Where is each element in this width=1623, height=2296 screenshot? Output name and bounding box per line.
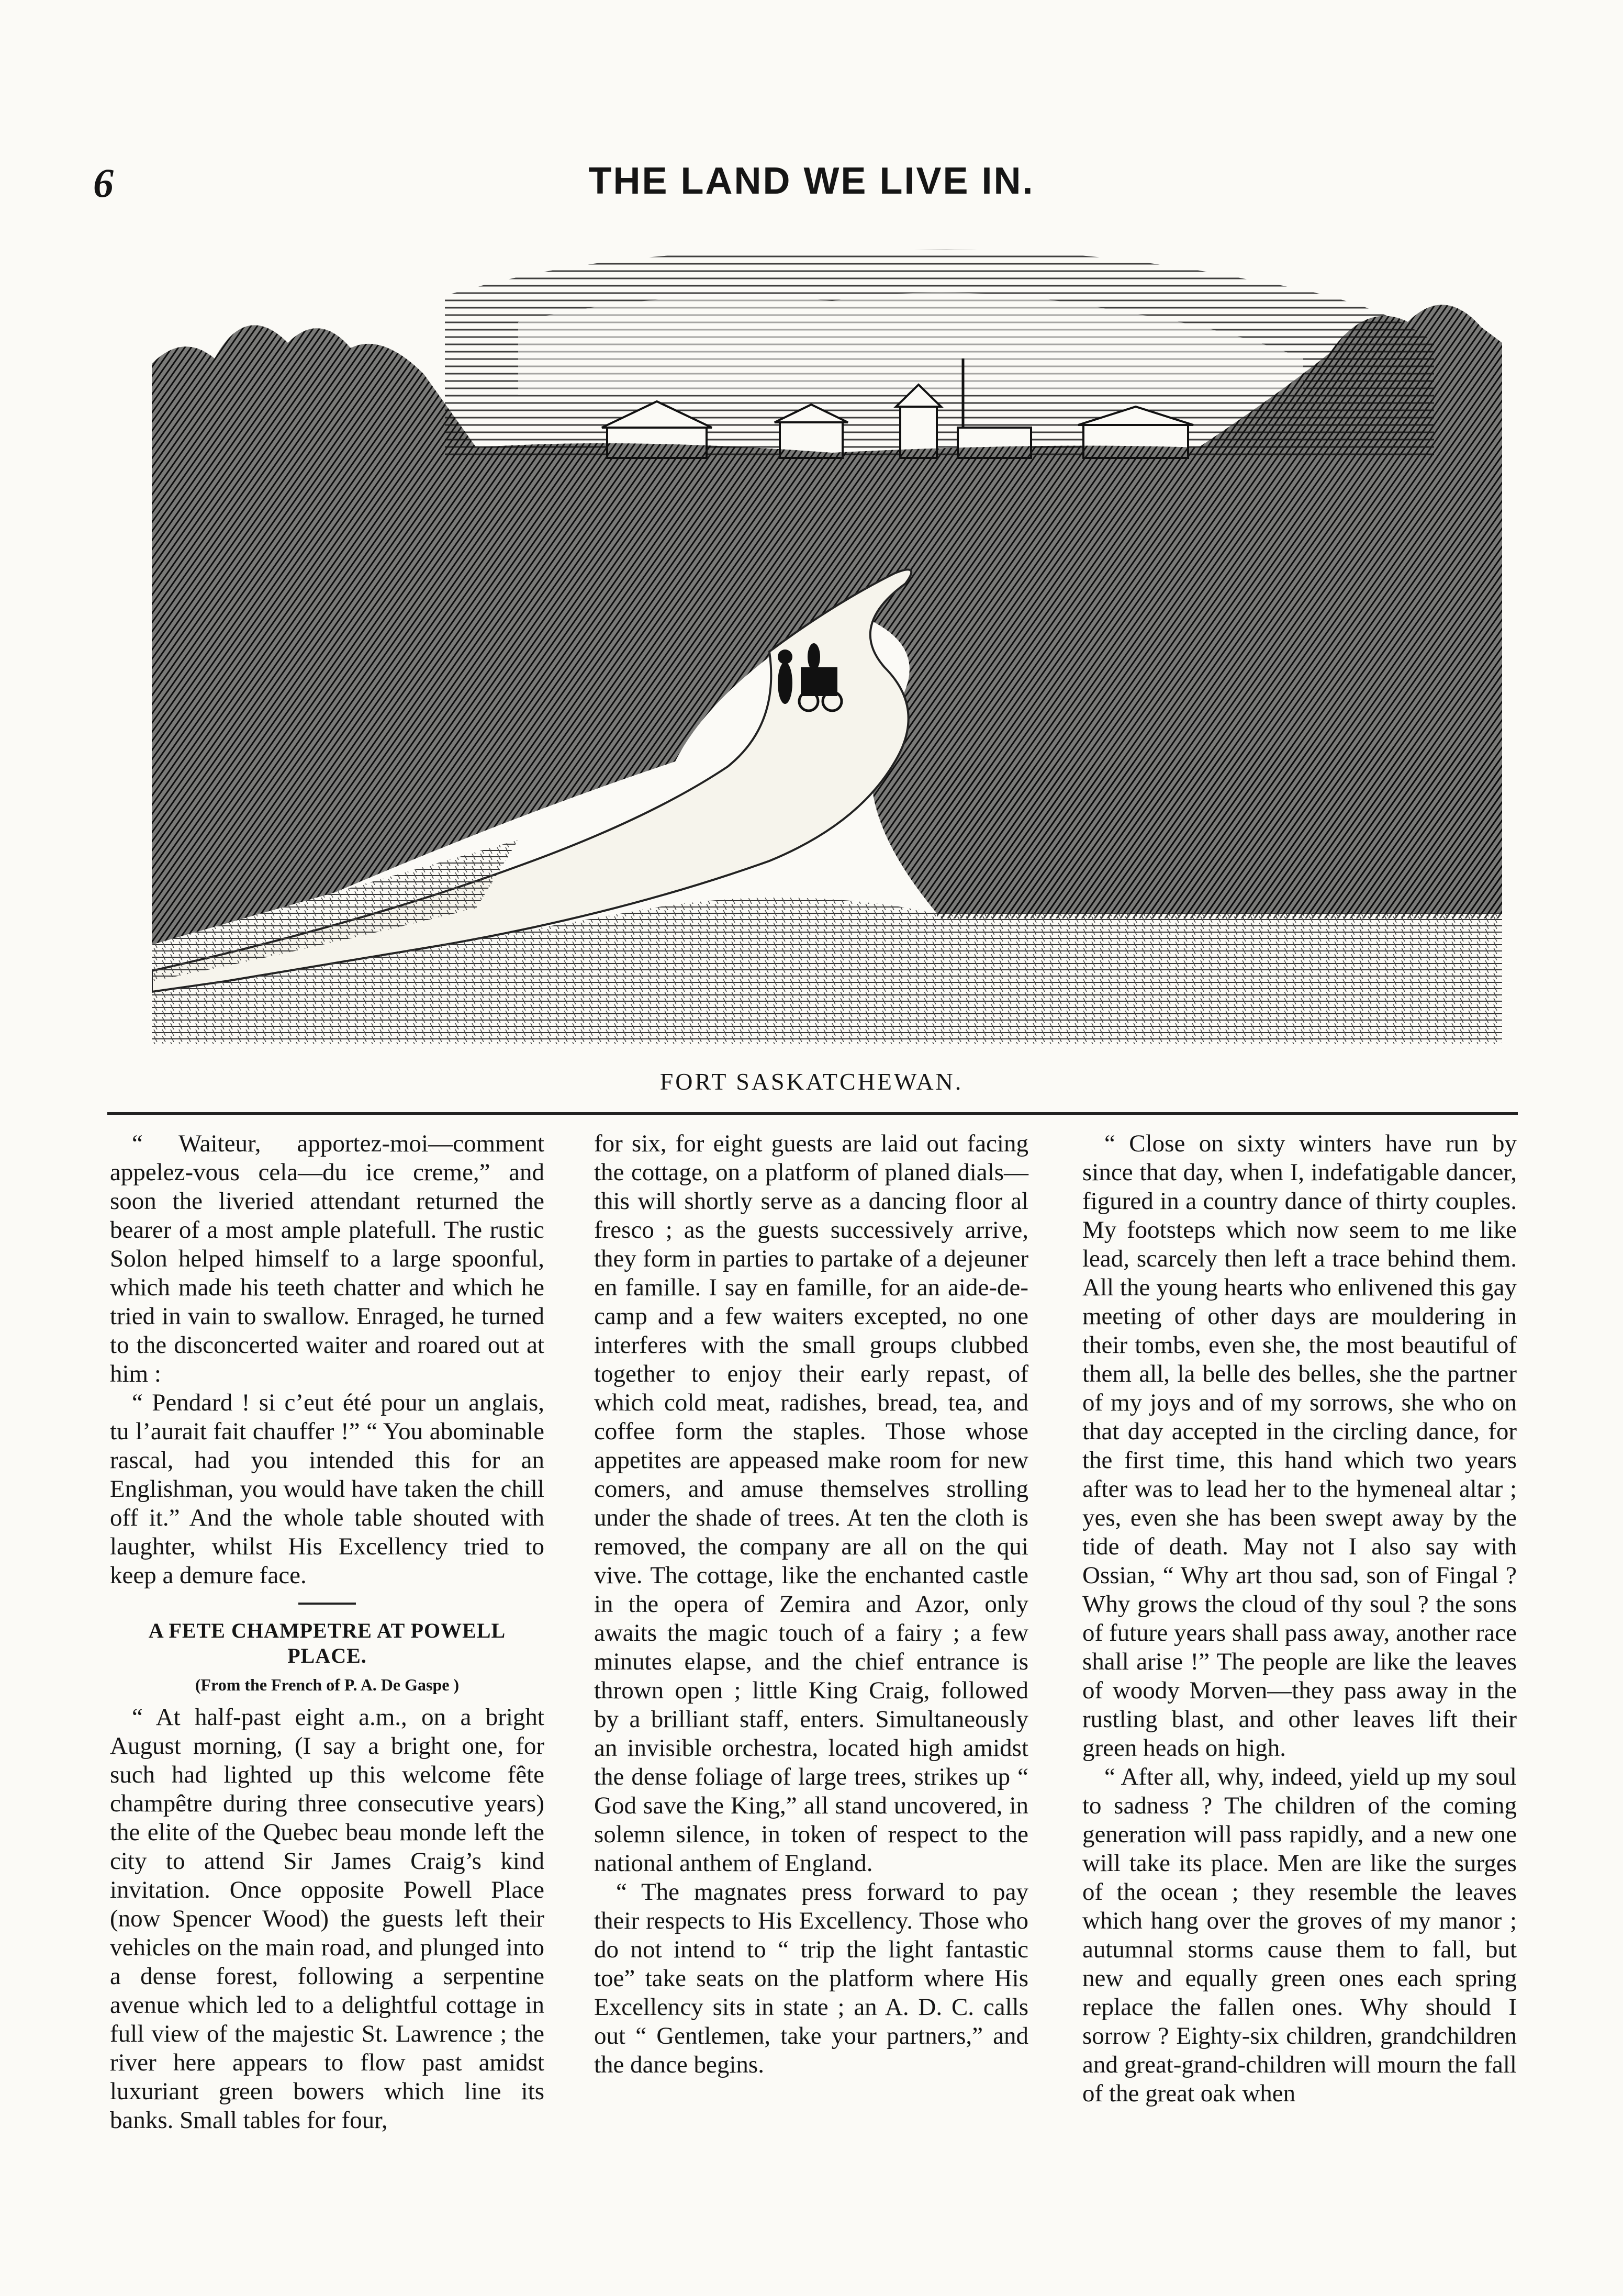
illustration-caption: FORT SASKATCHEWAN. (659, 1068, 964, 1095)
section-divider (298, 1603, 356, 1605)
paragraph: “ Close on sixty winters have run by since that day, when I, indefatigable dancer, figured in a country dance of thirty couples. My footsteps which now seem to me like lead, scarcely then left a trace behind them. All the young hearts who enlivened this gay meeting of other days are mouldering in their tombs, even she, the most beautiful of them all, la belle des belles, she the partner of my joys and of my sorrows, she who on that day accepted in the circling dance, for the first time, this hand which two years after was to lead her to the hymeneal altar ; yes, even she has been swept away by the tide of death. May not I also say with Ossian, “ Why art thou sad, son of Fingal ? Why grows the cloud of thy soul ? the sons of future years shall pass away, another race shall arise !” The people are like the leaves of woody Morven—they pass away in the rustling blast, and other leaves lift their green heads on high. (1082, 1130, 1517, 1762)
caption-rule (107, 1112, 1518, 1115)
section-heading-line: A FETE CHAMPETRE AT POWELL (148, 1619, 506, 1642)
paragraph: “ After all, why, indeed, yield up my soul to sadness ? The children of the coming generation will pass rapidly, and a new one will take its place. Men are like the surges of the ocean ; they resemble the leaves which hang over the groves of my manor ; autumnal storms cause them to fall, but new and equally green ones each spring replace the fallen ones. Why should I sorrow ? Eighty-six children, grandchildren and great-grand-children will mourn the fall of the great oak when (1082, 1763, 1517, 2107)
paragraph: for six, for eight guests are laid out facing the cottage, on a platform of planed dials—this will shortly serve as a dancing floor al fresco ; as the guests successively arrive, they form in parties to partake of a dejeuner en famille. I say en famille, for an aide-de-camp and a few waiters excepted, no one interferes with the small groups clubbed together to enjoy their early repast, of which cold meat, radishes, bread, tea, and coffee form the staples. Those whose appetites are appeased make room for new comers, and amuse themselves strolling under the shade of trees. At ten the cloth is removed, the company are all on the qui vive. The cottage, like the enchanted castle in the opera of Zemira and Azor, only awaits the magic touch of a fairy ; a few minutes elapse, and the chief entrance is thrown open ; little King Craig, followed by a brilliant staff, enters. Simultaneously an invisible orchestra, located high amidst the dense foliage of large trees, strikes up “ God save the King,” all stand uncovered, in solemn silence, in token of respect to the national anthem of England. (594, 1130, 1028, 1877)
text-column-1 (110, 1129, 544, 2135)
section-heading-line: PLACE. (287, 1644, 367, 1667)
engraving-artwork (152, 238, 1502, 1044)
source-note: (From the French of P. A. De Gaspe ) (195, 1675, 460, 1694)
page-number: 6 (93, 160, 114, 206)
running-title: THE LAND WE LIVE IN. (588, 160, 1035, 202)
paragraph: “ At half-past eight a.m., on a bright August morning, (I say a bright one, for such had lighted up this welcome fête champêtre during three consecutive years) the elite of the Quebec beau monde left the city to attend Sir James Craig’s kind invitation. Once opposite Powell Place (now Spencer Wood) the guests left their vehicles on the main road, and plunged into a dense forest, following a serpentine avenue which led to a delightful cottage in full view of the majestic St. Lawrence ; the river here appears to flow past amidst luxuriant green bowers which line its banks. Small tables for four, (110, 1704, 544, 2134)
paragraph: “ Waiteur, apportez-moi—comment appelez-vous cela—du ice creme,” and soon the liveried attendant returned the bearer of a most ample platefull. The rustic Solon helped himself to a large spoonful, which made his teeth chatter and which he tried in vain to swallow. Enraged, he turned to the disconcerted waiter and roared out at him : (110, 1130, 544, 1387)
paragraph: “ The magnates press forward to pay their respects to His Excellency. Those who do not intend to “ trip the light fantastic toe” take seats on the platform where His Excellency sits in state ; an A. D. C. calls out “ Gentlemen, take your partners,” and the dance begins. (594, 1878, 1028, 2078)
paragraph: “ Pendard ! si c’eut été pour un anglais, tu l’aurait fait chauffer !” “ You abominable rascal, had you intended this for an Englishman, you would have taken the chill off it.” And the whole table shouted with laughter, whilst His Excellency tried to keep a demure face. (110, 1389, 544, 1589)
text-column-2 (594, 1129, 1028, 2079)
section-heading (115, 1618, 539, 1668)
fort-saskatchewan-engraving (152, 238, 1502, 1044)
text-column-3 (1082, 1129, 1517, 2108)
